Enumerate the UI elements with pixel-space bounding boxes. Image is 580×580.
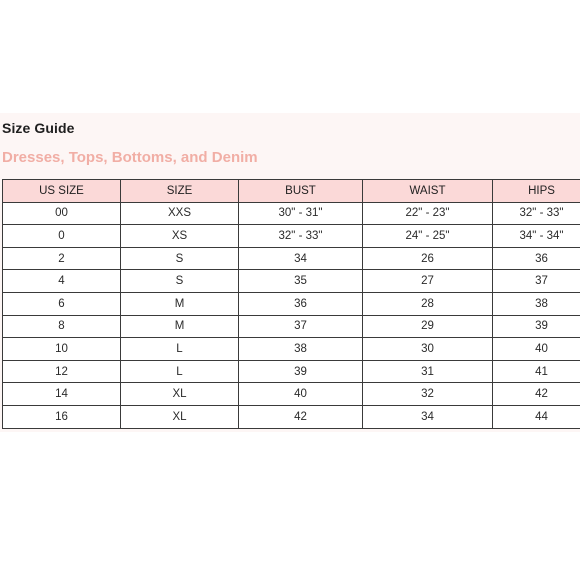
cell-hips: 38 [493, 292, 580, 315]
cell-bust: 40 [239, 383, 363, 406]
cell-waist: 24" - 25" [363, 225, 493, 248]
table-row [3, 202, 580, 225]
cell-bust: 39 [239, 360, 363, 383]
cell-bust: 36 [239, 292, 363, 315]
cell-bust: 34 [239, 247, 363, 270]
cell-size: M [121, 292, 239, 315]
cell-us-size: 6 [3, 292, 121, 315]
cell-waist: 29 [363, 315, 493, 338]
cell-us-size: 10 [3, 338, 121, 361]
cell-us-size: 12 [3, 360, 121, 383]
category-subtitle: Dresses, Tops, Bottoms, and Denim [2, 149, 258, 166]
cell-hips: 39 [493, 315, 580, 338]
cell-bust: 38 [239, 338, 363, 361]
table-row [3, 315, 580, 338]
cell-hips: 37 [493, 270, 580, 293]
cell-size: S [121, 247, 239, 270]
cell-waist: 28 [363, 292, 493, 315]
cell-bust: 32" - 33" [239, 225, 363, 248]
header-us-size: US SIZE [3, 180, 121, 203]
table-row [3, 338, 580, 361]
table-row [3, 292, 580, 315]
cell-bust: 30" - 31" [239, 202, 363, 225]
header-size: SIZE [121, 180, 239, 203]
cell-waist: 34 [363, 405, 493, 428]
page-title: Size Guide [2, 120, 75, 136]
table-row [3, 383, 580, 406]
cell-bust: 37 [239, 315, 363, 338]
cell-waist: 27 [363, 270, 493, 293]
cell-size: S [121, 270, 239, 293]
cell-hips: 41 [493, 360, 580, 383]
cell-hips: 34" - 34" [493, 225, 580, 248]
cell-size: M [121, 315, 239, 338]
cell-waist: 22" - 23" [363, 202, 493, 225]
table-row [3, 405, 580, 428]
cell-size: XXS [121, 202, 239, 225]
table-row [3, 225, 580, 248]
header-bust: BUST [239, 180, 363, 203]
cell-us-size: 00 [3, 202, 121, 225]
cell-us-size: 0 [3, 225, 121, 248]
cell-us-size: 14 [3, 383, 121, 406]
cell-size: L [121, 360, 239, 383]
cell-us-size: 2 [3, 247, 121, 270]
header-hips: HIPS [493, 180, 580, 203]
size-chart-table [2, 179, 580, 429]
table-row [3, 247, 580, 270]
cell-size: XL [121, 405, 239, 428]
cell-us-size: 4 [3, 270, 121, 293]
table-header-row [3, 180, 580, 203]
cell-waist: 30 [363, 338, 493, 361]
cell-hips: 40 [493, 338, 580, 361]
cell-waist: 26 [363, 247, 493, 270]
cell-size: XS [121, 225, 239, 248]
cell-bust: 35 [239, 270, 363, 293]
table-row [3, 360, 580, 383]
cell-bust: 42 [239, 405, 363, 428]
table-row [3, 270, 580, 293]
cell-us-size: 8 [3, 315, 121, 338]
cell-hips: 44 [493, 405, 580, 428]
cell-hips: 32" - 33" [493, 202, 580, 225]
cell-size: L [121, 338, 239, 361]
cell-size: XL [121, 383, 239, 406]
header-waist: WAIST [363, 180, 493, 203]
cell-waist: 32 [363, 383, 493, 406]
cell-waist: 31 [363, 360, 493, 383]
cell-hips: 36 [493, 247, 580, 270]
cell-us-size: 16 [3, 405, 121, 428]
cell-hips: 42 [493, 383, 580, 406]
